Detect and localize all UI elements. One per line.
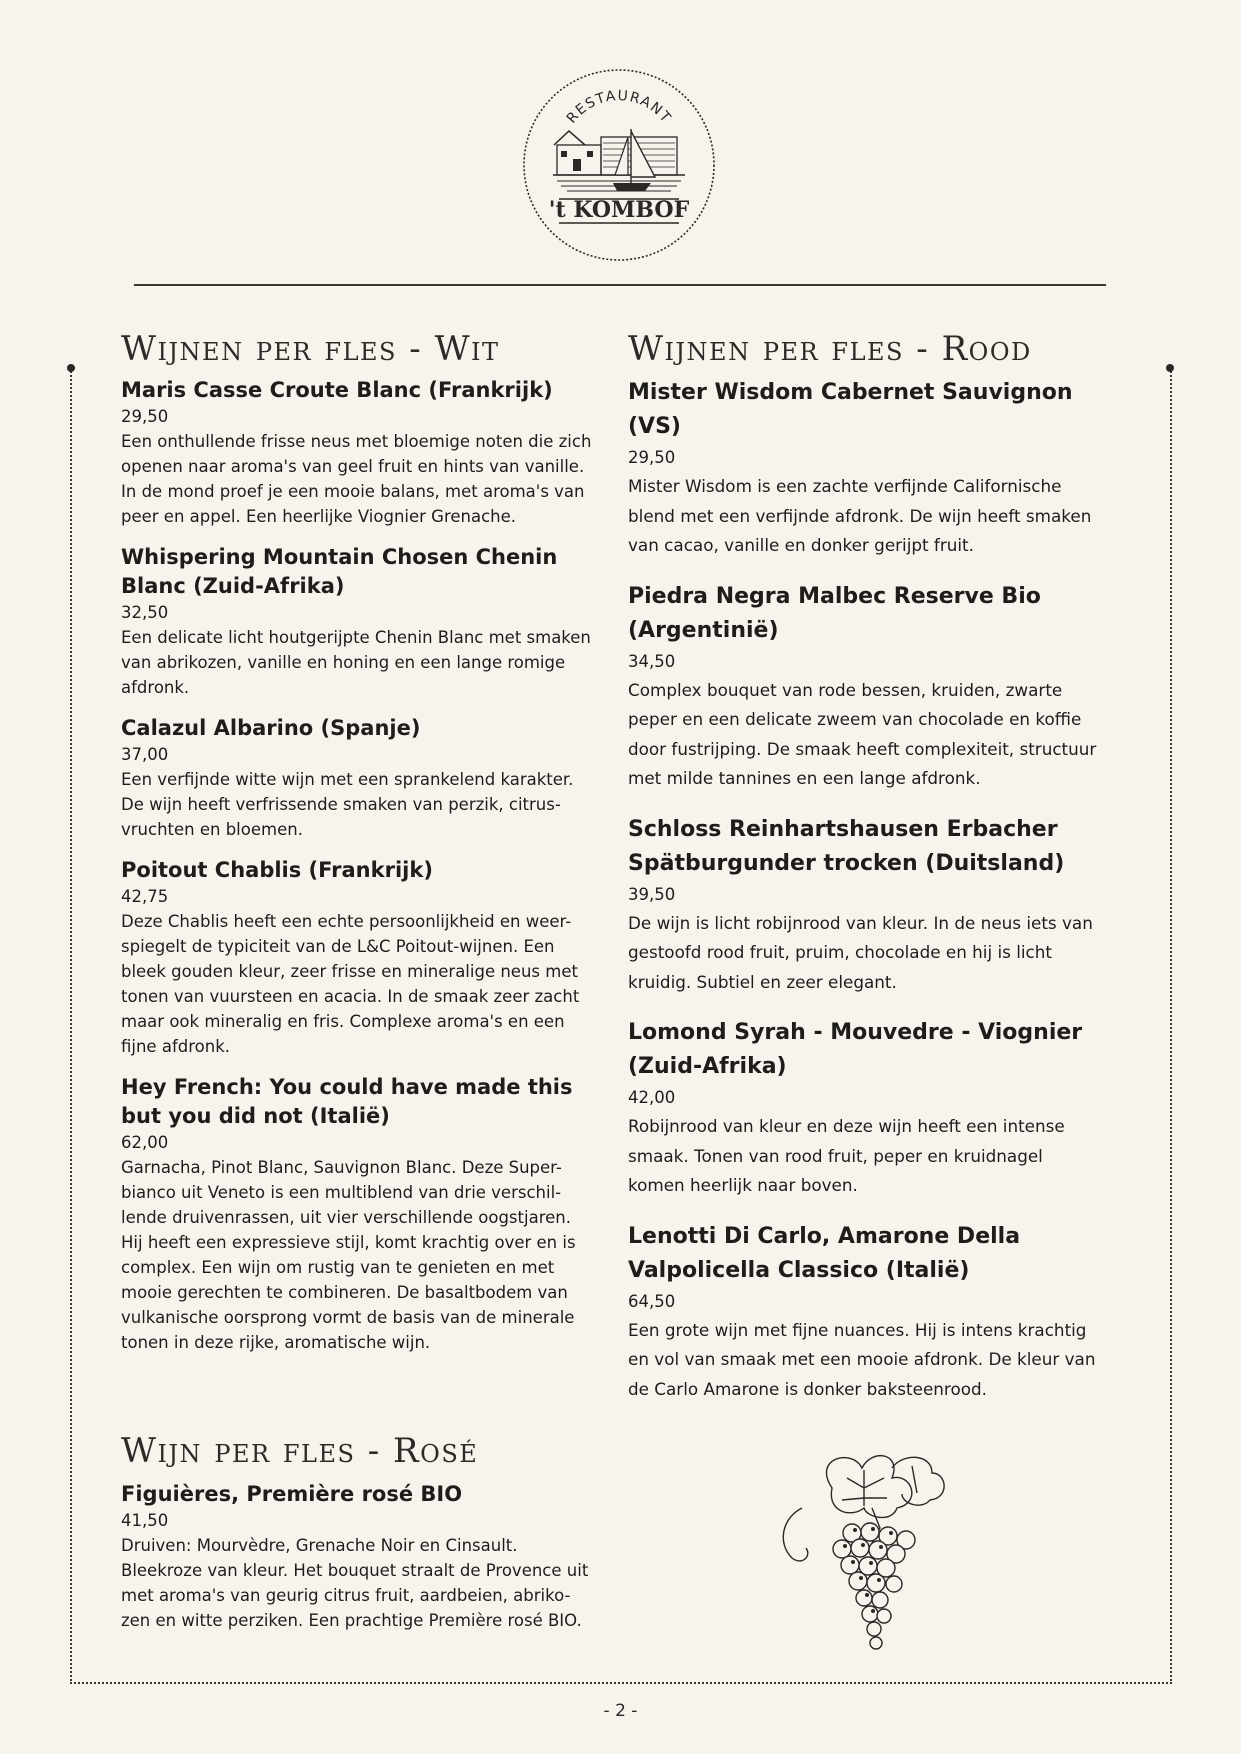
wine-item <box>121 543 596 700</box>
wine-price: 62,00 <box>121 1133 169 1152</box>
wine-name: Piedra Negra Malbec Reserve Bio (Argentinië) <box>628 583 1041 643</box>
wine-name: Poitout Chablis (Frankrijk) <box>121 858 433 882</box>
section-wit <box>121 328 596 1369</box>
wine-description: Een grote wijn met fijne nuances. Hij is intens krachtig en vol van smaak met een mooie afdronk. De kleur van de Carlo Amarone is donker baksteenrood. <box>628 1319 1096 1399</box>
wine-price: 29,50 <box>121 407 169 426</box>
wine-item <box>121 714 596 842</box>
wine-item <box>628 1220 1103 1405</box>
wine-description: Deze Chablis heeft een echte persoonlijkheid en weer-spiegelt de typiciteit van de L&C Poitout-wijnen. Een bleek gouden kleur, zeer frisse en mineralige neus met tonen van vuursteen en acacia. In de smaak zeer zacht maar ook mineralig en fris. Complexe aroma's en een fijne afdronk. <box>121 912 580 1056</box>
wine-name: Hey French: You could have made this but you did not (Italië) <box>121 1075 573 1128</box>
wine-name: Schloss Reinhartshausen Erbacher Spätburgunder trocken (Duitsland) <box>628 816 1065 876</box>
wine-description: Druiven: Mourvèdre, Grenache Noir en Cinsault. Bleekroze van kleur. Het bouquet straalt de Provence uit met aroma's van geurig citrus fruit, aardbeien, abriko-zen en witte perziken. Een prachtige Première rosé BIO. <box>121 1536 589 1630</box>
wine-item <box>628 813 1103 998</box>
frame-dot-right <box>1166 364 1174 372</box>
wine-price: 39,50 <box>628 884 676 904</box>
wine-price: 32,50 <box>121 603 169 622</box>
wine-price: 42,00 <box>628 1088 676 1107</box>
wine-description: Robijnrood van kleur en deze wijn heeft een intense smaak. Tonen van rood fruit, peper en kruidnagel komen heerlijk naar boven. <box>628 1116 1065 1195</box>
wine-item <box>628 376 1103 561</box>
wine-price: 34,50 <box>628 651 676 671</box>
wine-item <box>121 1073 596 1355</box>
wine-description: Garnacha, Pinot Blanc, Sauvignon Blanc. Deze Super-bianco uit Veneto is een multiblend van drie verschil-lende druivenrassen, uit vier verschillende oogstjaren. Hij heeft een expressieve stijl, komt krachtig over en is complex. Een wijn om rustig van te genieten en met mooie gerechten te combineren. De basaltbodem van vulkanische oorsprong vormt de basis van de minerale tonen in deze rijke, aromatische wijn. <box>121 1158 576 1352</box>
wine-price: 37,00 <box>121 745 169 764</box>
wine-price: 64,50 <box>628 1291 676 1311</box>
wine-name: Maris Casse Croute Blanc (Frankrijk) <box>121 378 553 402</box>
section-title-rose: Wijn per fles - Rosé <box>121 1431 479 1471</box>
svg-text:RESTAURANT: RESTAURANT <box>563 87 675 127</box>
header-divider <box>134 284 1106 286</box>
section-title-rood: Wijnen per fles - Rood <box>628 329 1032 369</box>
wine-item <box>121 856 596 1059</box>
wine-name: Figuières, Première rosé BIO <box>121 1482 463 1506</box>
grape-bunch-icon <box>772 1448 962 1656</box>
wine-item <box>121 1480 596 1633</box>
wine-name: Mister Wisdom Cabernet Sauvignon (VS) <box>628 380 1073 439</box>
wine-description: Een delicate licht houtgerijpte Chenin Blanc met smaken van abrikozen, vanille en honing en een lange romige afdronk. <box>121 628 591 697</box>
wine-name: Lomond Syrah - Mouvedre - Viognier (Zuid-Afrika) <box>628 1020 1083 1079</box>
wine-price: 29,50 <box>628 448 676 467</box>
section-rose <box>121 1430 596 1647</box>
wine-price: 41,50 <box>121 1511 169 1530</box>
section-rood <box>628 328 1103 1423</box>
wine-description: De wijn is licht robijnrood van kleur. In de neus iets van gestoofd rood fruit, pruim, chocolade en hij is licht kruidig. Subtiel en zeer elegant. <box>628 912 1093 992</box>
svg-text:'t KOMBOF: 't KOMBOF <box>548 197 690 223</box>
wine-description: Mister Wisdom is een zachte verfijnde Californische blend met een verfijnde afdronk. De wijn heeft smaken van cacao, vanille en donker gerijpt fruit. <box>628 476 1092 555</box>
wine-description: Een onthullende frisse neus met bloemige noten die zich openen naar aroma's van geel fruit en hints van vanille. In de mond proef je een mooie balans, met aroma's van peer en appel. Een heerlijke Viognier Grenache. <box>121 432 592 526</box>
frame-dot-left <box>67 364 75 372</box>
wine-item <box>121 376 596 529</box>
wine-item <box>628 1016 1103 1201</box>
wine-name: Lenotti Di Carlo, Amarone Della Valpolicella Classico (Italië) <box>628 1223 1021 1283</box>
restaurant-logo-icon <box>521 67 717 263</box>
wine-description: Een verfijnde witte wijn met een sprankelend karakter. De wijn heeft verfrissende smaken van perzik, citrus-vruchten en bloemen. <box>121 770 574 839</box>
section-title-wit: Wijnen per fles - Wit <box>121 329 500 369</box>
wine-item <box>628 580 1103 794</box>
wine-name: Calazul Albarino (Spanje) <box>121 716 421 740</box>
wine-name: Whispering Mountain Chosen Chenin Blanc (Zuid-Afrika) <box>121 545 558 598</box>
wine-price: 42,75 <box>121 887 169 906</box>
wine-description: Complex bouquet van rode bessen, kruiden, zwarte peper en een delicate zweem van chocolade en koffie door fustrijping. De smaak heeft complexiteit, structuur met milde tannines en een lange afdronk. <box>628 679 1097 788</box>
page-number: - 2 - <box>603 1701 638 1721</box>
